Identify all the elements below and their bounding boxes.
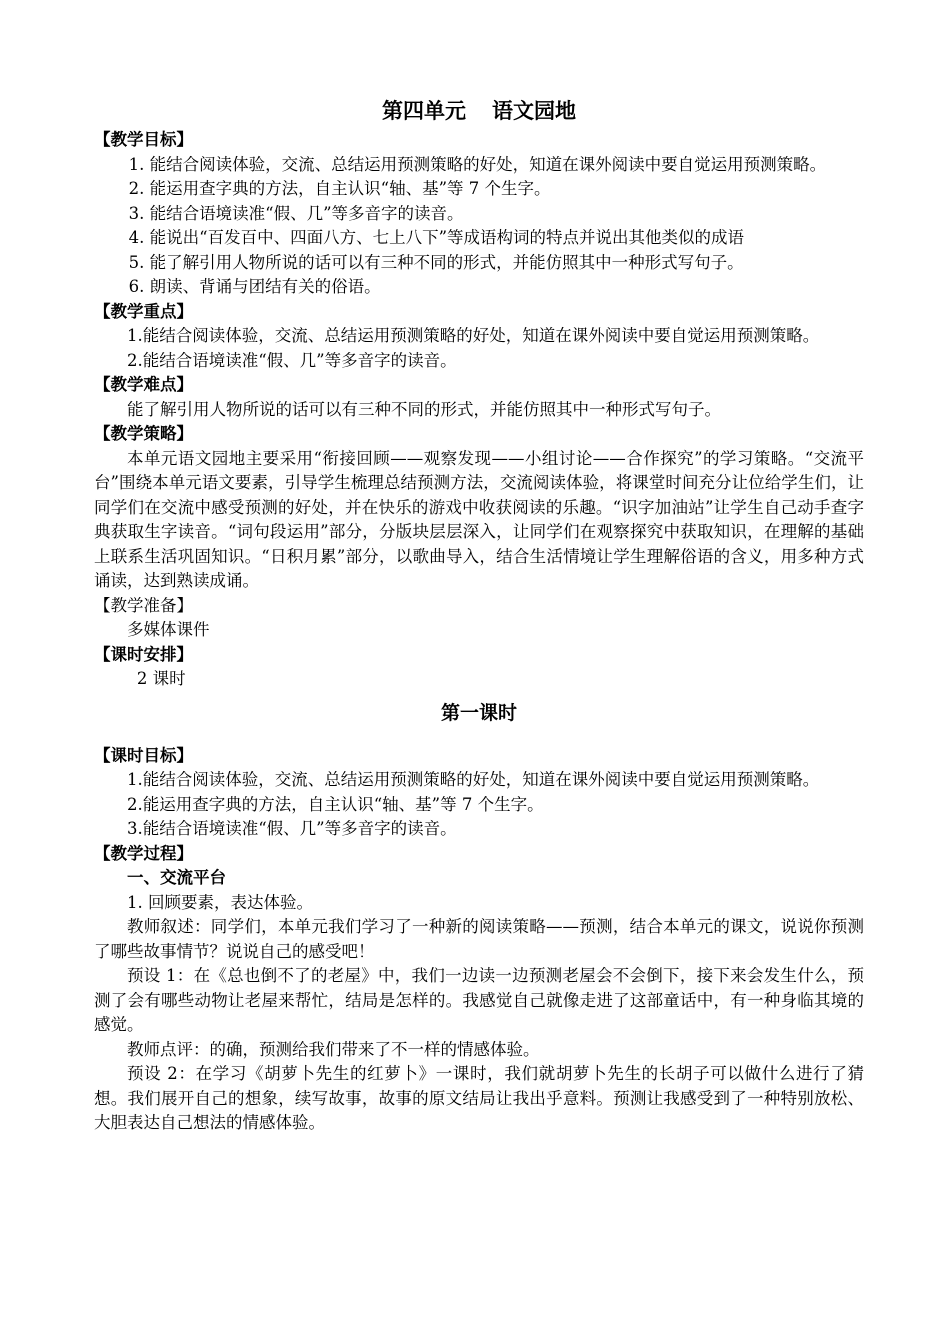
goal-item: 5. 能了解引用人物所说的话可以有三种不同的形式，并能仿照其中一种形式写句子。 bbox=[128, 252, 744, 272]
difficulties-text: 能了解引用人物所说的话可以有三种不同的形式，并能仿照其中一种形式写句子。 bbox=[127, 399, 721, 419]
preset1-text: 预设 1：在《总也倒不了的老屋》中，我们一边读一边预测老屋会不会倒下，接下来会发生什么，预测了会有哪些动物让老屋来帮忙，结局是怎样的。我感觉自己就像走进了这部童话中，有一种身临其境的感觉。 bbox=[94, 966, 864, 1034]
goals-heading: 【教学目标】 bbox=[94, 130, 193, 149]
goal-item: 1. 能结合阅读体验，交流、总结运用预测策略的好处，知道在课外阅读中要自觉运用预测策略。 bbox=[128, 154, 827, 174]
difficulties-heading: 【教学难点】 bbox=[94, 375, 193, 394]
goal-item: 4. 能说出“百发百中、四面八方、七上八下”等成语构词的特点并说出其他类似的成语 bbox=[128, 228, 744, 247]
key-point-item: 1.能结合阅读体验，交流、总结运用预测策略的好处，知道在课外阅读中要自觉运用预测策略。 bbox=[127, 326, 820, 345]
document-page bbox=[94, 94, 864, 1136]
unit-title-number: 第四单元 bbox=[382, 98, 466, 123]
key-points-heading: 【教学重点】 bbox=[94, 301, 193, 321]
preparation-heading: 【教学准备】 bbox=[94, 595, 193, 615]
part1-title: 一、交流平台 bbox=[127, 868, 226, 887]
lesson-goal-item: 2.能运用查字典的方法，自主认识“轴、基”等 7 个生字。 bbox=[127, 794, 544, 814]
strategy-text: 本单元语文园地主要采用“衔接回顾——观察发现——小组讨论——合作探究”的学习策略。“交流平台”围绕本单元语文要素，引导学生梳理总结预测方法，交流阅读体验，将课堂时间充分让位给学生们，让同学们在交流中感受预测的好处，并在快乐的游戏中收获阅读的乐趣。“识字加油站”让学生自己动手查字典获取生字读音。“词句段运用”部分，分版块层层深入，让同学们在观察探究中获取知识，在理解的基础上联系生活巩固知识。“日积月累”部分，以歌曲导入，结合生活情境让学生理解俗语的含义，用多种方式诵读，达到熟读成诵。 bbox=[94, 448, 864, 590]
lesson-goal-item: 1.能结合阅读体验，交流、总结运用预测策略的好处，知道在课外阅读中要自觉运用预测策略。 bbox=[127, 770, 820, 789]
unit-title bbox=[94, 94, 864, 128]
lesson-title: 第一课时 bbox=[440, 701, 517, 724]
process-heading: 【教学过程】 bbox=[94, 843, 193, 863]
lesson-goal-item: 3.能结合语境读准“假、几”等多音字的读音。 bbox=[127, 819, 457, 838]
strategy-heading: 【教学策略】 bbox=[94, 424, 193, 443]
goal-item: 6. 朗读、背诵与团结有关的俗语。 bbox=[128, 277, 381, 296]
step1-text: 1. 回顾要素，表达体验。 bbox=[127, 892, 313, 912]
goal-item: 2. 能运用查字典的方法，自主认识“轴、基”等 7 个生字。 bbox=[128, 179, 551, 198]
preset2-text: 预设 2：在学习《胡萝卜先生的红萝卜》一课时，我们就胡萝卜先生的长胡子可以做什么进行了猜想。我们展开自己的想象，续写故事，故事的原文结局让我出乎意料。预测让我感受到了一种特别放松、大胆表达自己想法的情感体验。 bbox=[94, 1064, 864, 1132]
lesson-goals-heading: 【课时目标】 bbox=[94, 745, 193, 765]
preparation-text: 多媒体课件 bbox=[127, 620, 210, 639]
schedule-text: 2 课时 bbox=[136, 669, 186, 688]
key-point-item: 2.能结合语境读准“假、几”等多音字的读音。 bbox=[127, 350, 457, 370]
teacher-comment: 教师点评：的确，预测给我们带来了不一样的情感体验。 bbox=[127, 1039, 540, 1059]
unit-title-name: 语文园地 bbox=[492, 98, 576, 123]
teacher-narration: 教师叙述：同学们，本单元我们学习了一种新的阅读策略——预测，结合本单元的课文，说说你预测了哪些故事情节？说说自己的感受吧！ bbox=[94, 917, 864, 961]
schedule-heading: 【课时安排】 bbox=[94, 644, 193, 664]
goal-item: 3. 能结合语境读准“假、几”等多音字的读音。 bbox=[128, 203, 464, 223]
